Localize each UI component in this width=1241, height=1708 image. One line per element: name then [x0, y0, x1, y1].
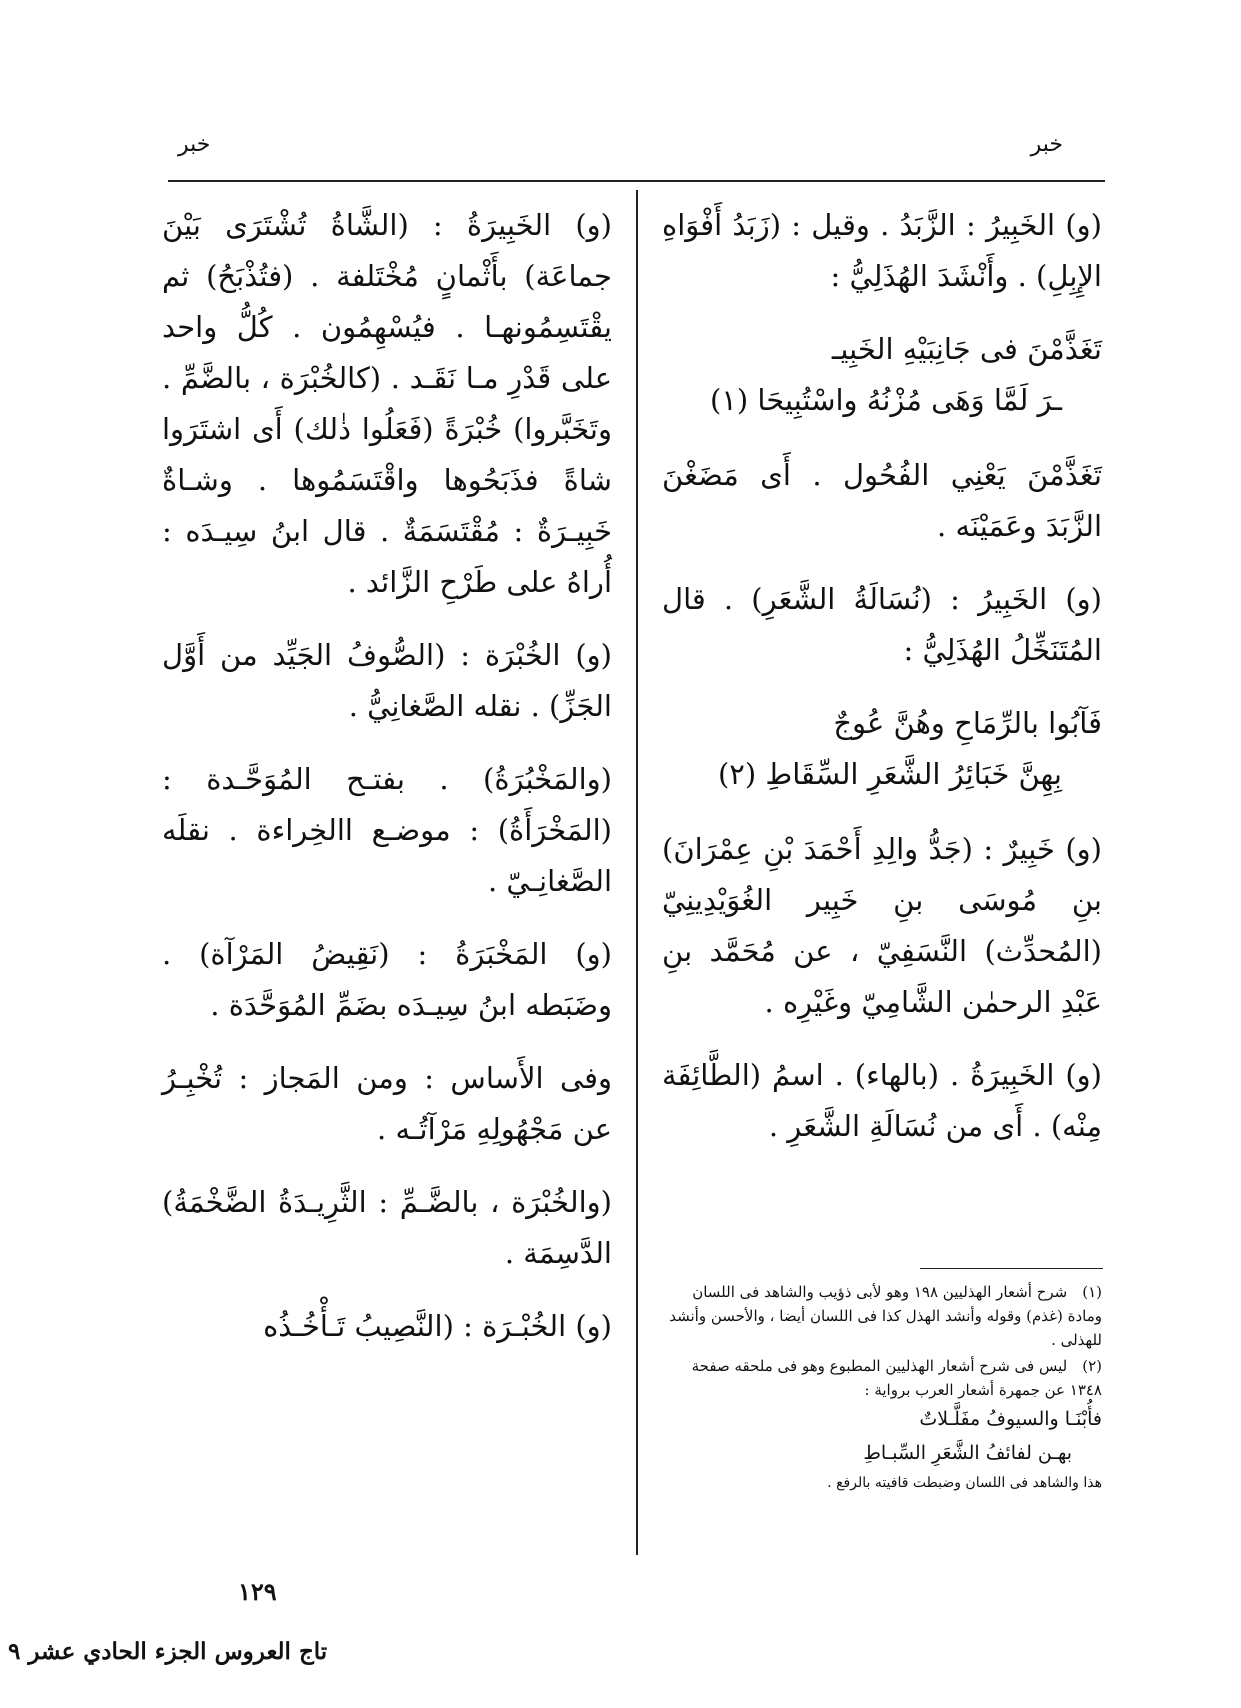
footnote-verse-line-2: بهـن لفائفُ الشَّعَرِ السِّبـاطِ — [863, 1442, 1072, 1464]
book-footer: تاج العروس الجزء الحادي عشر ٩ — [8, 1638, 328, 1665]
verse-line-1: فَآبُوا بالرِّمَاحِ وهُنَّ عُوجٌ — [833, 706, 1102, 740]
verse-line-1: تَغَذَّمْنَ فى جَانِبَيْهِ الخَبِيـ — [831, 332, 1102, 366]
entry-makhbura: (والمَخْبُرَةُ) . بفتـح المُوَحَّـدة : (المَخْرَأَةُ) : موضـع االخِراءة . نقلَه الصَّغانِـيّ . — [162, 762, 612, 898]
verse-mutanakhkhil — [662, 698, 1102, 800]
verse-hudhali — [662, 324, 1102, 426]
footnote-2 — [662, 1354, 1102, 1494]
entry-khabir-nusala: (و) الخَبِيرُ : (نُسَالَةُ الشَّعَرِ) . قال المُتَنَخِّلُ الهُذَلِيُّ : — [662, 582, 1102, 667]
entry-khabira-taifa: (و) الخَبِيرَةُ . (بالهاء) . اسمُ (الطَّائِفَة مِنْه) . أَى من نُسَالَةِ الشَّعَرِ . — [662, 1058, 1102, 1143]
footnote-rule — [920, 1268, 1103, 1269]
running-head-left: خبر — [178, 132, 211, 157]
left-column — [162, 200, 612, 1374]
header-rule — [168, 180, 1105, 182]
entry-khabira-shah: (و) الخَبِيرَةُ : (الشَّاةُ تُشْتَرَى بَيْنَ جماعَة) بأَثْمانٍ مُخْتَلفة . (فتُذْبَحُ) ثم يقْتَسِمُونهـا . فيُسْهِمُون . كُلُّ واحد على قَدْرِ مـا نَقَـد . (كالخُبْرَة ، بالضَّمِّ . وتَخَبَّروا) خُبْرَةً (فَعَلُوا ذٰلك) أَى اشتَرَوا شاةً فذَبَحُوها واقْتَسَمُوها . وشـاةٌ خَبِيـرَةٌ : مُقْتَسَمَةٌ . قال ابنُ سِيـدَه : أُراهُ على طَرْحِ الزَّائد . — [162, 208, 612, 599]
entry-khubra-nasib: (و) الخُبْـرَة : (النَّصِيبُ تَـأْخُـذُه — [263, 1309, 612, 1343]
footnote-verse-line-1: فأُبْنَـا والسيوفُ مفَلَّـلاتٌ — [919, 1408, 1102, 1430]
footnote-text: شرح أشعار الهذليين ١٩٨ وهو لأبى ذؤيب والشاهد فى اللسان ومادة (غذم) وقوله وأنشد الهذل كذا فى اللسان أيضا ، والأحسن وأنشد للهذلى . — [669, 1283, 1102, 1349]
entry-asas: وفى الأَساس : ومن المَجاز : تُخْبِـرُ عن مَجْهُولِهِ مَرْآتُـه . — [162, 1061, 612, 1146]
entry-khubra-suf: (و) الخُبْرَة : (الصُّوفُ الجَيِّد من أَوَّل الجَزِّ) . نقله الصَّغانِيُّ . — [162, 638, 612, 723]
verse-gloss: تَغَذَّمْنَ يَعْنِي الفُحُول . أَى مَضَغْنَ الزَّبَدَ وعَمَيْنَه . — [662, 458, 1102, 543]
footnotes — [662, 1280, 1102, 1496]
page-number: ١٢٩ — [238, 1577, 277, 1606]
entry-khabir-zabad: (و) الخَبِيرُ : الزَّبَدُ . وقيل : (زَبَدُ أَفْوَاهِ الإِبِلِ) . وأَنْشَدَ الهُذَلِيُّ : — [662, 208, 1102, 293]
verse-line-2: ـرَ لَمَّا وَهَى مُزْنُهُ واسْتُبِيحَا (١) — [709, 383, 1062, 417]
footnote-1 — [662, 1280, 1102, 1352]
footnote-number: (١) — [1082, 1283, 1102, 1301]
right-column — [662, 200, 1102, 1174]
entry-makhbara: (و) المَخْبَرَةُ : (نَقِيضُ المَرْآة) . وضَبَطه ابنُ سِيـدَه بضَمِّ المُوَحَّدَة . — [162, 937, 612, 1022]
running-head-right: خبر — [1030, 132, 1063, 157]
footnote-number: (٢) — [1082, 1357, 1102, 1375]
footnote-closing: هذا والشاهد فى اللسان وضبطت قافيته بالرفع . — [827, 1475, 1102, 1491]
entry-khabir-name: (و) خَبِيرٌ : (جَدُّ والِدِ أَحْمَدَ بْنِ عِمْرَانَ) بنِ مُوسَى بنِ خَبِير الغُوَيْدِينِيّ (المُحدِّث) النَّسَفِيّ ، عن مُحَمَّد بنِ عَبْدِ الرحمٰن الشَّامِيّ وغَيْرِه . — [662, 832, 1102, 1019]
column-divider — [636, 190, 638, 1555]
footnote-text: ليس فى شرح أشعار الهذليين المطبوع وهو فى ملحقه صفحة ١٣٤٨ عن جمهرة أشعار العرب برواية : — [691, 1357, 1102, 1399]
verse-line-2: بِهِنَّ خَبَائِرُ الشَّعَرِ السِّقَاطِ (٢) — [717, 757, 1062, 791]
entry-khubra-tharida: (والخُبْرَة ، بالضَّـمِّ : الثَّرِيـدَةُ الضَّخْمَةُ) الدَّسِمَة . — [162, 1185, 612, 1270]
